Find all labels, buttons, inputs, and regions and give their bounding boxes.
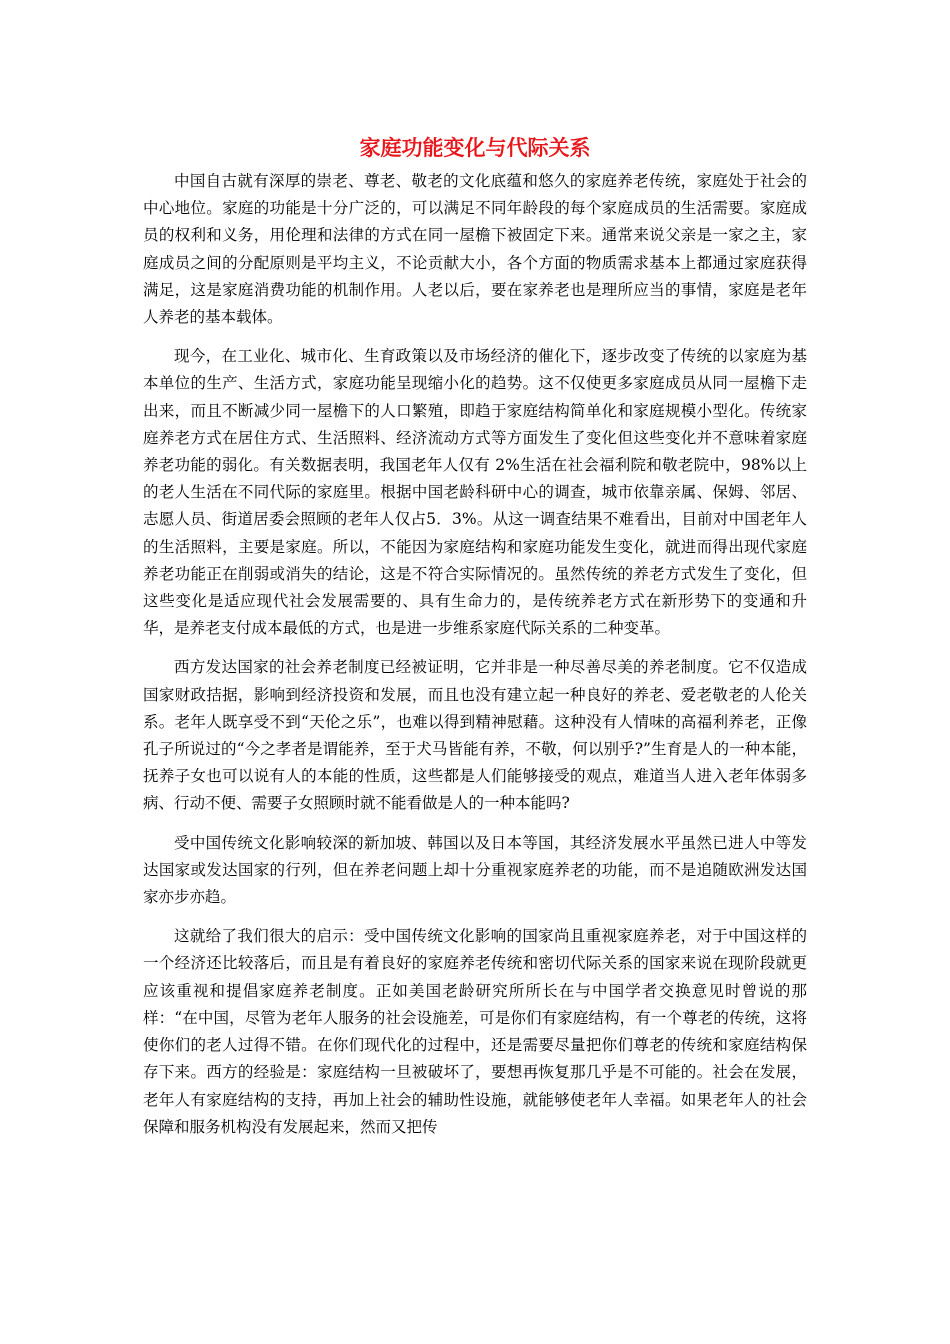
document-body [143, 168, 807, 1153]
document-title: 家庭功能变化与代际关系 [359, 136, 591, 160]
paragraph-5: 这就给了我们很大的启示：受中国传统文化影响的国家尚且重视家庭养老，对于中国这样的一个经济还比较落后，而且是有着良好的家庭养老传统和密切代际关系的国家来说在现阶段就更应该重视和提倡家庭养老制度。正如美国老龄研究所所长在与中国学者交换意见时曾说的那样：“在中国，尽管为老年人服务的社会设施差，可是你们有家庭结构，有一个尊老的传统，这将使你们的老人过得不错。在你们现代化的过程中，还是需要尽量把你们尊老的传统和家庭结构保存下来。西方的经验是：家庭结构一旦被破坏了，要想再恢复那几乎是不可能的。社会在发展，老年人有家庭结构的支持，再加上社会的辅助性设施，就能够使老年人幸福。如果老年人的社会保障和服务机构没有发展起来，然而又把传 [143, 927, 807, 1136]
paragraph-1: 中国自古就有深厚的崇老、尊老、敬老的文化底蕴和悠久的家庭养老传统，家庭处于社会的中心地位。家庭的功能是十分广泛的，可以满足不同年龄段的每个家庭成员的生活需要。家庭成员的权利和义务，用伦理和法律的方式在同一屋檐下被固定下来。通常来说父亲是一家之主，家庭成员之间的分配原则是平均主义，不论贡献大小，各个方面的物质需求基本上都通过家庭获得满足，这是家庭消费功能的机制作用。人老以后，要在家养老也是理所应当的事情，家庭是老年人养老的基本载体。 [143, 172, 807, 327]
paragraph-3: 西方发达国家的社会养老制度已经被证明，它并非是一种尽善尽美的养老制度。它不仅造成国家财政拮据，影响到经济投资和发展，而且也没有建立起一种良好的养老、爱老敬老的人伦关系。老年人既享受不到“天伦之乐”，也难以得到精神慰藉。这种没有人情味的高福利养老，正像孔子所说过的“今之孝者是谓能养，至于犬马皆能有养，不敬，何以别乎?”生育是人的一种本能，抚养子女也可以说有人的本能的性质，这些都是人们能够接受的观点，难道当人进入老年体弱多病、行动不便、需要子女照顾时就不能看做是人的一种本能吗? [143, 658, 807, 813]
paragraph-2: 现今，在工业化、城市化、生育政策以及市场经济的催化下，逐步改变了传统的以家庭为基本单位的生产、生活方式，家庭功能呈现缩小化的趋势。这不仅使更多家庭成员从同一屋檐下走出来，而且不断减少同一屋檐下的人口繁殖，即趋于家庭结构简单化和家庭规模小型化。传统家庭养老方式在居住方式、生活照料、经济流动方式等方面发生了变化但这些变化并不意味着家庭养老功能的弱化。有关数据表明，我国老年人仅有 2%生活在社会福利院和敬老院中，98%以上的老人生活在不同代际的家庭里。根据中国老龄科研中心的调查，城市依靠亲属、保姆、邻居、志愿人员、街道居委会照顾的老年人仅占5．3%。从这一调查结果不难看出，目前对中国老年人的生活照料，主要是家庭。所以，不能因为家庭结构和家庭功能发生变化，就进而得出现代家庭养老功能正在削弱或消失的结论，这是不符合实际情况的。虽然传统的养老方式发生了变化，但这些变化是适应现代社会发展需要的、具有生命力的，是传统养老方式在新形势下的变通和升华，是养老支付成本最低的方式，也是进一步维系家庭代际关系的二种变革。 [143, 347, 807, 638]
paragraph-4: 受中国传统文化影响较深的新加坡、韩国以及日本等国，其经济发展水平虽然已进人中等发达国家或发达国家的行列，但在养老问题上却十分重视家庭养老的功能，而不是追随欧洲发达国家亦步亦趋。 [143, 833, 807, 907]
